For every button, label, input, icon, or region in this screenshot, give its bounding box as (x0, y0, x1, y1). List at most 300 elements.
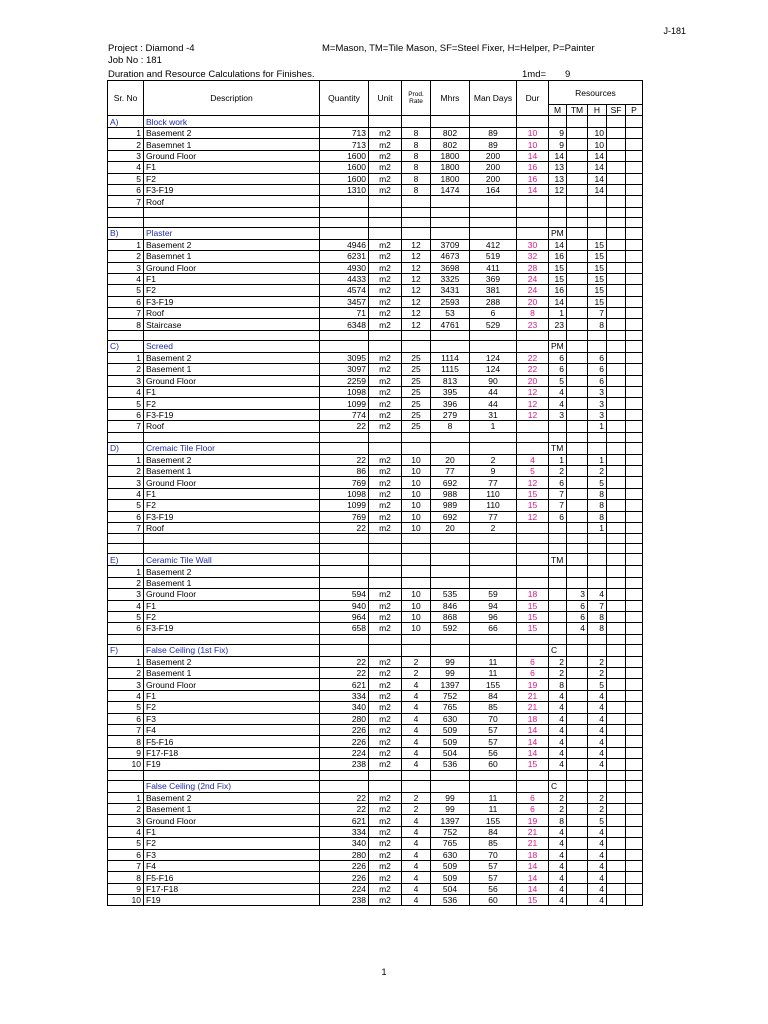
cell-res-p (626, 273, 643, 284)
cell-mhrs: 592 (431, 623, 470, 634)
section-title: Cremaic Tile Floor (144, 442, 320, 454)
section-cell (567, 554, 588, 566)
cell-res-sf (607, 860, 626, 871)
cell-res-p (626, 668, 643, 679)
cell-unit: m2 (369, 759, 402, 770)
cell-man-days: 288 (470, 296, 517, 307)
cell-res-p (626, 465, 643, 476)
section-title: Ceramic Tile Wall (144, 554, 320, 566)
cell-sr-no: 7 (108, 196, 144, 207)
empty-cell (607, 330, 626, 340)
cell-quantity: 2259 (320, 375, 369, 386)
cell-res-h: 4 (588, 826, 607, 837)
cell-unit: m2 (369, 465, 402, 476)
cell-res-p (626, 173, 643, 184)
cell-sr-no: 3 (108, 679, 144, 690)
cell-res-h: 4 (588, 736, 607, 747)
cell-res-tm (567, 364, 588, 375)
cell-res-h: 4 (588, 690, 607, 701)
cell-res-tm (567, 759, 588, 770)
cell-dur: 6 (517, 803, 549, 814)
cell-description: F1 (144, 690, 320, 701)
section-cell (402, 227, 431, 239)
cell-mhrs (431, 566, 470, 577)
cell-res-m: 8 (549, 679, 567, 690)
empty-cell (108, 432, 144, 442)
cell-res-sf (607, 477, 626, 488)
table-row (108, 139, 643, 150)
cell-mhrs: 99 (431, 803, 470, 814)
cell-dur: 21 (517, 826, 549, 837)
cell-man-days: 155 (470, 815, 517, 826)
table-row (108, 239, 643, 250)
cell-sr-no: 1 (108, 566, 144, 577)
cell-prod-rate: 4 (402, 860, 431, 871)
cell-unit: m2 (369, 826, 402, 837)
cell-res-h: 4 (588, 702, 607, 713)
cell-sr-no: 10 (108, 895, 144, 906)
spacer-row (108, 634, 643, 644)
cell-description: Ground Floor (144, 815, 320, 826)
cell-dur: 14 (517, 184, 549, 195)
cell-man-days (470, 196, 517, 207)
section-id: D) (108, 442, 144, 454)
cell-res-h: 3 (588, 387, 607, 398)
cell-description: F3-F19 (144, 184, 320, 195)
cell-res-sf (607, 409, 626, 420)
cell-sr-no: 7 (108, 522, 144, 533)
cell-man-days: 57 (470, 872, 517, 883)
cell-description: F3-F19 (144, 296, 320, 307)
cell-res-sf (607, 589, 626, 600)
table-row (108, 273, 643, 284)
cell-prod-rate: 12 (402, 319, 431, 330)
cell-sr-no: 4 (108, 488, 144, 499)
cell-man-days: 60 (470, 759, 517, 770)
cell-unit: m2 (369, 139, 402, 150)
cell-description: Basement 2 (144, 128, 320, 139)
cell-mhrs: 509 (431, 725, 470, 736)
cell-description: F2 (144, 702, 320, 713)
cell-prod-rate: 4 (402, 826, 431, 837)
cell-prod-rate: 4 (402, 838, 431, 849)
cell-unit: m2 (369, 128, 402, 139)
section-header-row (108, 340, 643, 352)
cell-res-h: 3 (588, 409, 607, 420)
empty-cell (402, 207, 431, 217)
cell-sr-no: 6 (108, 409, 144, 420)
cell-sr-no: 2 (108, 668, 144, 679)
cell-res-h: 10 (588, 139, 607, 150)
cell-prod-rate: 4 (402, 872, 431, 883)
col-mhrs: Mhrs (431, 81, 470, 116)
section-cell (431, 340, 470, 352)
cell-quantity: 86 (320, 465, 369, 476)
cell-res-sf (607, 725, 626, 736)
cell-description: F2 (144, 611, 320, 622)
cell-description: Ground Floor (144, 679, 320, 690)
cell-quantity: 1310 (320, 184, 369, 195)
empty-cell (108, 534, 144, 544)
section-cell (517, 116, 549, 128)
empty-cell (431, 432, 470, 442)
empty-cell (144, 207, 320, 217)
cell-res-tm (567, 454, 588, 465)
table-row (108, 895, 643, 906)
cell-unit: m2 (369, 162, 402, 173)
cell-res-tm (567, 872, 588, 883)
cell-res-m: 5 (549, 375, 567, 386)
empty-cell (320, 534, 369, 544)
table-row (108, 826, 643, 837)
cell-description: Basement 2 (144, 239, 320, 250)
cell-sr-no: 5 (108, 702, 144, 713)
cell-res-p (626, 577, 643, 588)
cell-prod-rate (402, 196, 431, 207)
cell-prod-rate: 4 (402, 702, 431, 713)
section-cell (517, 554, 549, 566)
cell-quantity: 334 (320, 826, 369, 837)
cell-dur: 18 (517, 849, 549, 860)
cell-res-m (549, 600, 567, 611)
cell-unit: m2 (369, 352, 402, 363)
empty-cell (607, 534, 626, 544)
cell-res-m: 2 (549, 792, 567, 803)
table-row (108, 364, 643, 375)
cell-man-days: 369 (470, 273, 517, 284)
cell-man-days: 57 (470, 860, 517, 871)
empty-cell (470, 432, 517, 442)
cell-sr-no: 2 (108, 139, 144, 150)
cell-unit: m2 (369, 747, 402, 758)
section-cell (431, 780, 470, 792)
cell-unit: m2 (369, 364, 402, 375)
cell-res-p (626, 364, 643, 375)
section-id: C) (108, 340, 144, 352)
cell-res-h: 5 (588, 815, 607, 826)
cell-unit: m2 (369, 173, 402, 184)
section-cell (626, 554, 643, 566)
empty-cell (470, 770, 517, 780)
cell-res-h: 4 (588, 725, 607, 736)
cell-prod-rate (402, 566, 431, 577)
section-cell (369, 644, 402, 656)
cell-prod-rate: 25 (402, 398, 431, 409)
cell-res-p (626, 713, 643, 724)
cell-res-tm (567, 849, 588, 860)
cell-quantity (320, 196, 369, 207)
cell-res-sf (607, 500, 626, 511)
empty-cell (470, 534, 517, 544)
empty-cell (431, 634, 470, 644)
cell-unit: m2 (369, 511, 402, 522)
cell-res-tm (567, 387, 588, 398)
cell-mhrs: 504 (431, 883, 470, 894)
table-row (108, 600, 643, 611)
cell-prod-rate: 25 (402, 375, 431, 386)
empty-cell (588, 330, 607, 340)
empty-cell (402, 770, 431, 780)
cell-res-m: 4 (549, 860, 567, 871)
cell-res-sf (607, 736, 626, 747)
cell-mhrs: 989 (431, 500, 470, 511)
cell-res-p (626, 522, 643, 533)
cell-dur: 12 (517, 387, 549, 398)
cell-res-p (626, 511, 643, 522)
cell-res-h: 6 (588, 352, 607, 363)
cell-res-m: 6 (549, 352, 567, 363)
section-cell (626, 442, 643, 454)
empty-cell (517, 770, 549, 780)
col-tm: TM (567, 105, 588, 116)
section-id: E) (108, 554, 144, 566)
empty-cell (108, 770, 144, 780)
cell-res-tm (567, 273, 588, 284)
cell-description: Basement 1 (144, 465, 320, 476)
cell-man-days (470, 566, 517, 577)
cell-sr-no: 5 (108, 838, 144, 849)
empty-cell (567, 207, 588, 217)
cell-res-p (626, 679, 643, 690)
empty-cell (320, 770, 369, 780)
cell-mhrs (431, 577, 470, 588)
cell-res-m: 8 (549, 815, 567, 826)
cell-mhrs: 692 (431, 511, 470, 522)
cell-man-days: 89 (470, 128, 517, 139)
cell-sr-no: 6 (108, 511, 144, 522)
cell-res-tm (567, 826, 588, 837)
empty-cell (320, 432, 369, 442)
empty-cell (607, 544, 626, 554)
cell-res-h: 4 (588, 872, 607, 883)
table-row (108, 173, 643, 184)
cell-res-sf (607, 713, 626, 724)
cell-unit: m2 (369, 679, 402, 690)
cell-sr-no: 8 (108, 736, 144, 747)
empty-cell (108, 217, 144, 227)
cell-man-days: 44 (470, 398, 517, 409)
empty-cell (517, 432, 549, 442)
cell-man-days: 70 (470, 713, 517, 724)
cell-res-m: 12 (549, 184, 567, 195)
cell-quantity: 1099 (320, 500, 369, 511)
section-cell (402, 116, 431, 128)
empty-cell (588, 634, 607, 644)
cell-description: F3-F19 (144, 511, 320, 522)
cell-res-p (626, 736, 643, 747)
cell-mhrs: 535 (431, 589, 470, 600)
table-row (108, 577, 643, 588)
empty-cell (369, 634, 402, 644)
empty-cell (549, 634, 567, 644)
cell-unit: m2 (369, 589, 402, 600)
cell-res-p (626, 239, 643, 250)
cell-quantity: 280 (320, 713, 369, 724)
empty-cell (369, 544, 402, 554)
cell-res-p (626, 139, 643, 150)
cell-sr-no: 2 (108, 251, 144, 262)
cell-res-m: 4 (549, 736, 567, 747)
empty-cell (517, 544, 549, 554)
cell-res-m: 4 (549, 849, 567, 860)
cell-mhrs: 1800 (431, 150, 470, 161)
cell-dur: 24 (517, 273, 549, 284)
cell-dur: 10 (517, 139, 549, 150)
cell-dur: 15 (517, 611, 549, 622)
cell-res-m: 2 (549, 656, 567, 667)
empty-cell (470, 330, 517, 340)
cell-mhrs: 504 (431, 747, 470, 758)
empty-cell (626, 330, 643, 340)
cell-prod-rate: 4 (402, 883, 431, 894)
table-row (108, 668, 643, 679)
section-cell (431, 227, 470, 239)
section-cell (320, 340, 369, 352)
cell-quantity: 6348 (320, 319, 369, 330)
cell-description: Basemnet 1 (144, 139, 320, 150)
cell-res-tm (567, 477, 588, 488)
manday-label: 1md= (522, 69, 547, 80)
empty-cell (470, 217, 517, 227)
cell-quantity: 1099 (320, 398, 369, 409)
cell-unit: m2 (369, 702, 402, 713)
col-sf: SF (607, 105, 626, 116)
cell-dur: 21 (517, 690, 549, 701)
section-header-row (108, 780, 643, 792)
cell-mhrs: 536 (431, 895, 470, 906)
manday-value: 9 (565, 69, 571, 80)
cell-mhrs: 765 (431, 702, 470, 713)
cell-description: F3 (144, 713, 320, 724)
section-cell (517, 340, 549, 352)
section-resource-label: TM (549, 554, 567, 566)
cell-sr-no: 5 (108, 285, 144, 296)
cell-description: Basement 1 (144, 364, 320, 375)
cell-sr-no: 9 (108, 747, 144, 758)
cell-prod-rate: 8 (402, 184, 431, 195)
empty-cell (549, 330, 567, 340)
cell-quantity: 22 (320, 792, 369, 803)
cell-mhrs: 395 (431, 387, 470, 398)
empty-cell (567, 544, 588, 554)
cell-res-h: 5 (588, 477, 607, 488)
table-row (108, 849, 643, 860)
cell-description: Roof (144, 522, 320, 533)
cell-res-m: 4 (549, 872, 567, 883)
cell-prod-rate: 10 (402, 623, 431, 634)
cell-dur: 21 (517, 702, 549, 713)
cell-res-p (626, 150, 643, 161)
cell-res-m: 9 (549, 139, 567, 150)
cell-prod-rate: 8 (402, 150, 431, 161)
cell-res-sf (607, 815, 626, 826)
empty-cell (470, 207, 517, 217)
cell-res-m: 2 (549, 668, 567, 679)
cell-res-tm (567, 251, 588, 262)
cell-description: F1 (144, 826, 320, 837)
cell-res-tm (567, 860, 588, 871)
cell-res-m: 13 (549, 173, 567, 184)
empty-cell (108, 544, 144, 554)
cell-mhrs: 3325 (431, 273, 470, 284)
cell-res-sf (607, 656, 626, 667)
cell-description: Basement 1 (144, 668, 320, 679)
cell-res-m: 16 (549, 285, 567, 296)
cell-sr-no: 3 (108, 375, 144, 386)
cell-res-p (626, 296, 643, 307)
section-cell (470, 780, 517, 792)
cell-sr-no: 7 (108, 308, 144, 319)
cell-description: Roof (144, 308, 320, 319)
cell-res-sf (607, 623, 626, 634)
page-number: 1 (381, 967, 387, 977)
cell-res-h: 4 (588, 860, 607, 871)
cell-res-p (626, 589, 643, 600)
cell-description: Ground Floor (144, 262, 320, 273)
cell-mhrs: 752 (431, 826, 470, 837)
cell-res-p (626, 656, 643, 667)
cell-description: Basement 2 (144, 656, 320, 667)
section-header-row (108, 116, 643, 128)
cell-prod-rate: 2 (402, 792, 431, 803)
cell-unit: m2 (369, 872, 402, 883)
cell-res-sf (607, 883, 626, 894)
cell-dur: 12 (517, 409, 549, 420)
table-row (108, 196, 643, 207)
cell-res-sf (607, 803, 626, 814)
cell-prod-rate: 12 (402, 285, 431, 296)
section-cell (431, 644, 470, 656)
cell-res-p (626, 500, 643, 511)
cell-dur: 14 (517, 872, 549, 883)
cell-description: Ground Floor (144, 589, 320, 600)
cell-mhrs: 509 (431, 860, 470, 871)
cell-prod-rate: 2 (402, 668, 431, 679)
table-row (108, 702, 643, 713)
section-cell (369, 554, 402, 566)
cell-sr-no: 3 (108, 262, 144, 273)
cell-dur: 16 (517, 173, 549, 184)
cell-res-h: 14 (588, 173, 607, 184)
cell-man-days: 70 (470, 849, 517, 860)
cell-man-days: 155 (470, 679, 517, 690)
cell-sr-no: 9 (108, 883, 144, 894)
cell-res-h: 4 (588, 883, 607, 894)
table-row (108, 611, 643, 622)
cell-res-m (549, 196, 567, 207)
cell-prod-rate: 8 (402, 173, 431, 184)
cell-dur: 15 (517, 488, 549, 499)
cell-mhrs (431, 196, 470, 207)
section-cell (320, 644, 369, 656)
empty-cell (144, 217, 320, 227)
cell-res-sf (607, 184, 626, 195)
table-row (108, 352, 643, 363)
empty-cell (567, 770, 588, 780)
cell-description: F1 (144, 387, 320, 398)
cell-description: F5-F16 (144, 736, 320, 747)
cell-res-p (626, 860, 643, 871)
cell-res-tm (567, 713, 588, 724)
cell-res-m: 2 (549, 803, 567, 814)
cell-prod-rate: 8 (402, 128, 431, 139)
cell-description: F19 (144, 895, 320, 906)
cell-prod-rate: 25 (402, 409, 431, 420)
section-cell (517, 644, 549, 656)
cell-prod-rate: 10 (402, 465, 431, 476)
empty-cell (369, 770, 402, 780)
col-p: P (626, 105, 643, 116)
